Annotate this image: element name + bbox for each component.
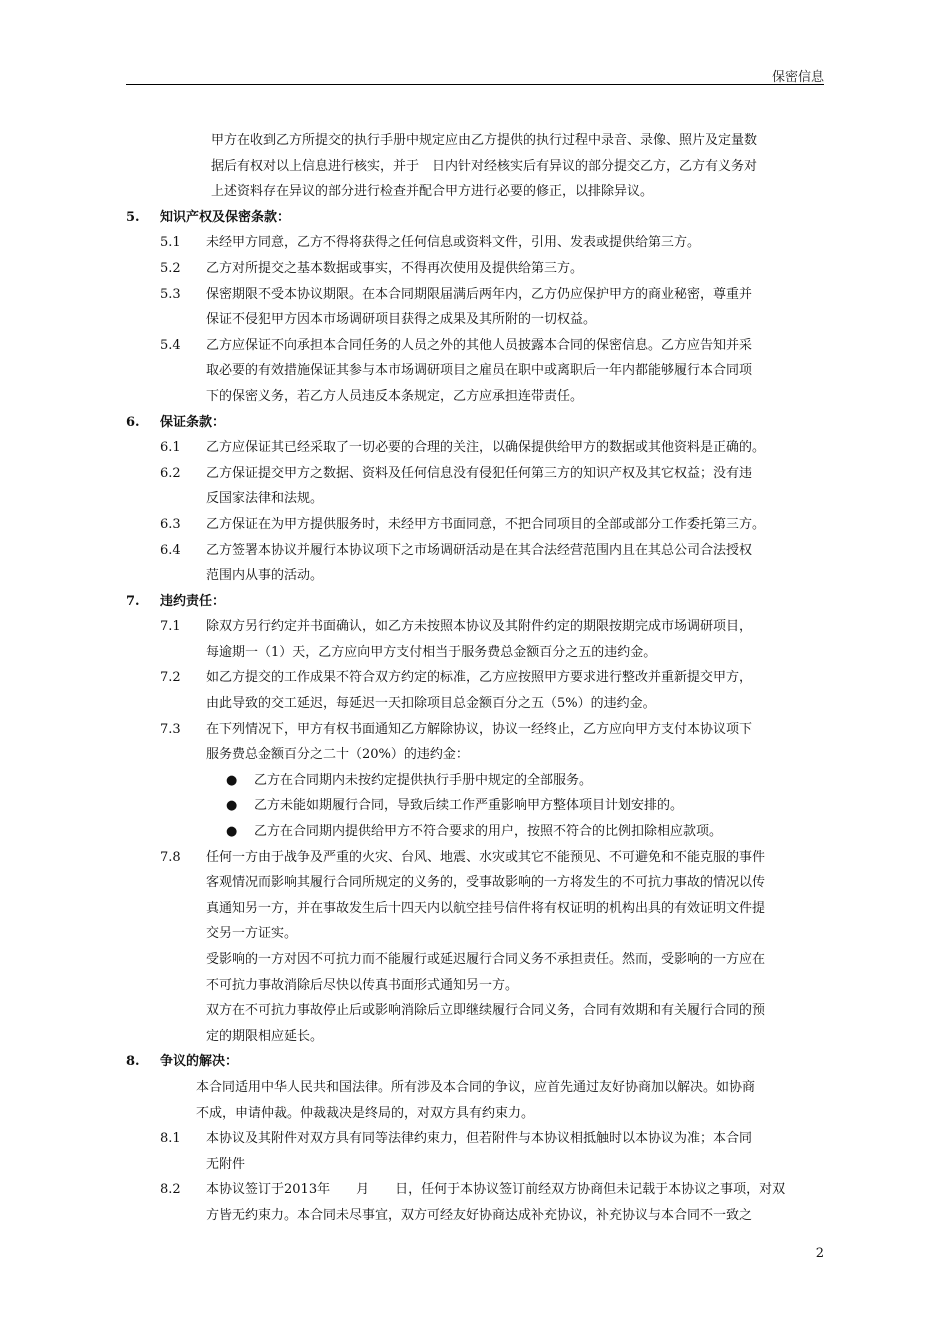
section-title: 保证条款： bbox=[160, 414, 226, 430]
bullet-icon: ● bbox=[226, 772, 238, 788]
section-title: 违约责任： bbox=[160, 593, 226, 609]
clause-line: 不可抗力事故消除后尽快以传真书面形式通知另一方。 bbox=[206, 977, 519, 993]
section-number: 5. bbox=[126, 209, 140, 225]
clause-number: 5.4 bbox=[160, 337, 181, 353]
clause-line: 服务费总金额百分之二十（20%）的违约金： bbox=[206, 747, 469, 763]
clause-line: 由此导致的交工延迟，每延迟一天扣除项目总金额百分之五（5%）的违约金。 bbox=[206, 696, 656, 712]
section-number: 7. bbox=[126, 593, 140, 609]
clause bbox=[126, 614, 824, 665]
section-heading bbox=[126, 410, 824, 436]
clause-line: 每逾期一（1）天，乙方应向甲方支付相当于服务费总金额百分之五的违约金。 bbox=[206, 644, 657, 660]
clause bbox=[126, 717, 824, 768]
clause bbox=[126, 845, 824, 1050]
bullet-text: 乙方在合同期内提供给甲方不符合要求的用户，按照不符合的比例扣除相应款项。 bbox=[254, 824, 723, 840]
clause-number: 5.1 bbox=[160, 235, 181, 251]
clause bbox=[126, 1177, 824, 1228]
clause-number: 7.8 bbox=[160, 849, 181, 865]
bullet-item bbox=[126, 819, 824, 845]
section-intro-line: 本合同适用中华人民共和国法律。所有涉及本合同的争议，应首先通过友好协商加以解决。如协商 bbox=[196, 1079, 756, 1095]
clause-line: 本协议签订于2013年 月 日，任何于本协议签订前经双方协商但未记载于本协议之事项，对双 bbox=[206, 1182, 786, 1198]
clause-line: 如乙方提交的工作成果不符合双方约定的标准，乙方应按照甲方要求进行整改并重新提交甲方， bbox=[206, 670, 753, 686]
clause bbox=[126, 461, 824, 512]
clause-number: 6.1 bbox=[160, 440, 181, 456]
intro-line: 甲方在收到乙方所提交的执行手册中规定应由乙方提供的执行过程中录音、录像、照片及定量数 bbox=[211, 133, 758, 148]
clause-number: 7.2 bbox=[160, 670, 181, 686]
clause-line: 在下列情况下，甲方有权书面通知乙方解除协议，协议一经终止，乙方应向甲方支付本协议项下 bbox=[206, 721, 753, 737]
clause bbox=[126, 665, 824, 716]
clause bbox=[126, 230, 824, 256]
bullet-item bbox=[126, 768, 824, 794]
clause bbox=[126, 1126, 824, 1177]
clause-number: 7.3 bbox=[160, 721, 181, 737]
clause-line: 受影响的一方对因不可抗力而不能履行或延迟履行合同义务不承担责任。然而，受影响的一方应在 bbox=[206, 952, 766, 967]
clause-line: 下的保密义务，若乙方人员违反本条规定，乙方应承担连带责任。 bbox=[206, 388, 584, 404]
bullet-text: 乙方未能如期履行合同，导致后续工作严重影响甲方整体项目计划安排的。 bbox=[254, 798, 684, 814]
section-title: 争议的解决： bbox=[160, 1054, 239, 1070]
section-title: 知识产权及保密条款： bbox=[160, 209, 291, 225]
clause-line: 双方在不可抗力事故停止后或影响消除后立即继续履行合同义务，合同有效期和有关履行合同的预 bbox=[206, 1003, 766, 1019]
document-body bbox=[126, 128, 824, 1229]
clause-line: 除双方另行约定并书面确认，如乙方未按照本协议及其附件约定的期限按期完成市场调研项目， bbox=[206, 619, 753, 635]
clause-line: 无附件 bbox=[206, 1156, 246, 1172]
clause-line: 乙方应保证其已经采取了一切必要的合理的关注，以确保提供给甲方的数据或其他资料是正确的。 bbox=[206, 440, 766, 456]
clause-line: 未经甲方同意，乙方不得将获得之任何信息或资料文件，引用、发表或提供给第三方。 bbox=[206, 235, 701, 251]
clause-number: 7.1 bbox=[160, 619, 181, 635]
header-confidential-label: 保密信息 bbox=[771, 70, 824, 85]
section-number: 6. bbox=[126, 414, 140, 430]
clause bbox=[126, 538, 824, 589]
clause-line: 方皆无约束力。本合同未尽事宜，双方可经友好协商达成补充协议，补充协议与本合同不一致之 bbox=[206, 1207, 753, 1223]
clause-number: 5.3 bbox=[160, 286, 181, 302]
clause-line: 定的期限相应延长。 bbox=[206, 1028, 324, 1044]
clause-number: 8.1 bbox=[160, 1131, 181, 1147]
clause-line: 乙方对所提交之基本数据或事实，不得再次使用及提供给第三方。 bbox=[206, 260, 584, 276]
clause-number: 6.4 bbox=[160, 542, 181, 558]
section-heading bbox=[126, 1049, 824, 1075]
clause-number: 6.3 bbox=[160, 516, 181, 532]
clause-line: 交另一方证实。 bbox=[206, 926, 298, 942]
bullet-item bbox=[126, 793, 824, 819]
clause-line: 真通知另一方，并在事故发生后十四天内以航空挂号信件将有权证明的机构出具的有效证明文件提 bbox=[206, 900, 766, 916]
bullet-icon: ● bbox=[226, 824, 238, 840]
section-intro-line: 不成，申请仲裁。仲裁裁决是终局的，对双方具有约束力。 bbox=[196, 1105, 535, 1121]
clause-number: 6.2 bbox=[160, 465, 181, 481]
intro-line: 上述资料存在异议的部分进行检查并配合甲方进行必要的修正，以排除异议。 bbox=[211, 184, 654, 200]
clause-line: 取必要的有效措施保证其参与本市场调研项目之雇员在职中或离职后一年内都能够履行本合同项 bbox=[206, 363, 753, 379]
clause bbox=[126, 512, 824, 538]
clause-number: 5.2 bbox=[160, 260, 181, 276]
page-number: 2 bbox=[815, 1246, 824, 1261]
section-heading bbox=[126, 589, 824, 615]
clause bbox=[126, 282, 824, 333]
clause bbox=[126, 256, 824, 282]
intro-line: 据后有权对以上信息进行核实，并于 日内针对经核实后有异议的部分提交乙方，乙方有义务对 bbox=[211, 158, 758, 174]
clause-line: 乙方签署本协议并履行本协议项下之市场调研活动是在其合法经营范围内且在其总公司合法授权 bbox=[206, 542, 753, 558]
bullet-text: 乙方在合同期内未按约定提供执行手册中规定的全部服务。 bbox=[254, 772, 593, 788]
clause-line: 乙方应保证不向承担本合同任务的人员之外的其他人员披露本合同的保密信息。乙方应告知并采 bbox=[206, 337, 753, 353]
clause-line: 乙方保证提交甲方之数据、资料及任何信息没有侵犯任何第三方的知识产权及其它权益；没有违 bbox=[206, 465, 753, 481]
bullet-icon: ● bbox=[226, 798, 238, 814]
clause-line: 本协议及其附件对双方具有同等法律约束力，但若附件与本协议相抵触时以本协议为准；本合同 bbox=[206, 1131, 753, 1147]
clause-line: 反国家法律和法规。 bbox=[206, 491, 324, 507]
clause bbox=[126, 435, 824, 461]
clause-line: 保密期限不受本协议期限。在本合同期限届满后两年内，乙方仍应保护甲方的商业秘密，尊重并 bbox=[206, 286, 753, 302]
clause-line: 乙方保证在为甲方提供服务时，未经甲方书面同意，不把合同项目的全部或部分工作委托第三方。 bbox=[206, 516, 766, 532]
clause-line: 任何一方由于战争及严重的火灾、台风、地震、水灾或其它不能预见、不可避免和不能克服的事件 bbox=[206, 849, 766, 865]
clause-line: 客观情况而影响其履行合同所规定的义务的，受事故影响的一方将发生的不可抗力事故的情况以传 bbox=[206, 875, 766, 891]
clause bbox=[126, 333, 824, 410]
clause-line: 保证不侵犯甲方因本市场调研项目获得之成果及其所附的一切权益。 bbox=[206, 312, 597, 328]
section-number: 8. bbox=[126, 1054, 140, 1070]
header-divider bbox=[126, 84, 824, 85]
clause-line: 范围内从事的活动。 bbox=[206, 568, 324, 584]
clause-number: 8.2 bbox=[160, 1182, 181, 1198]
section-heading bbox=[126, 205, 824, 231]
